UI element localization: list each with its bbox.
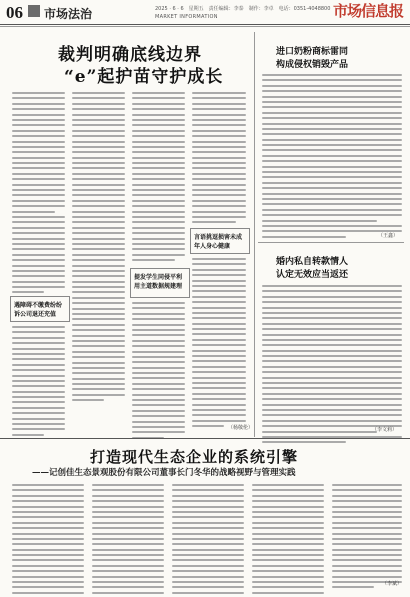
right-top-byline: （王鑫） (378, 233, 399, 239)
main-article-column-1b (12, 326, 65, 439)
bottom-article-column-3 (172, 484, 244, 597)
right-mid-title-line1: 婚内私自转款情人 (276, 257, 349, 267)
section-title: 市场法治 (44, 7, 93, 21)
main-article-column-1 (12, 92, 65, 297)
page-number: 06 (6, 3, 23, 22)
right-top-article-body (262, 74, 402, 241)
bottom-article-column-1 (12, 484, 84, 597)
pullquote-box-2 (130, 268, 190, 298)
bottom-subheadline: ——记创佳生态景观股份有限公司董事长门冬华的战略视野与管理实践 (32, 468, 296, 478)
main-article-column-4 (192, 92, 246, 227)
section-english: MARKET INFORMATION (155, 14, 218, 20)
main-headline-line2: “e”起护苗守护成长 (64, 67, 224, 87)
header-rule (0, 24, 410, 25)
right-top-title-line2: 构成侵权销毁产品 (276, 60, 349, 70)
section-marker (28, 5, 40, 17)
bottom-byline: （李斌） (382, 581, 403, 587)
main-article-column-3 (132, 92, 185, 265)
bottom-article-column-4 (252, 484, 324, 597)
bottom-section-rule (0, 438, 410, 439)
bottom-article-column-5 (332, 484, 402, 592)
main-article-column-2 (72, 92, 125, 405)
bottom-headline: 打造现代生态企业的系统引擎 (90, 448, 299, 466)
column-divider (254, 32, 255, 437)
main-headline-line1: 裁判明确底线边界 (58, 45, 202, 65)
main-byline: （杨敬伦） (228, 425, 254, 431)
pullquote-box-1 (10, 296, 70, 322)
pullquote-3: 言语挑逗损害未成年人身心健康 (194, 234, 243, 250)
pullquote-2: 提发学生同侵平利用主道数据规建理 (134, 274, 183, 290)
header-rule-thin (0, 26, 410, 27)
right-divider (258, 242, 404, 243)
pullquote-1: 遇障碍不缴费纷纷诉公司退还充值 (14, 302, 63, 318)
masthead-logo: 市场信息报 (333, 2, 404, 20)
right-top-title-line1: 进口奶粉商标雷同 (276, 47, 349, 57)
date-line: 2025 · 6 · 6 星期五 责任编辑：李泰 制作：李卓 电话：0351-4048800 (155, 6, 331, 12)
right-mid-title-line2: 认定无效应当返还 (276, 270, 349, 280)
main-article-column-4b (192, 258, 246, 431)
bottom-article-column-2 (92, 484, 164, 597)
right-mid-byline: （李文莉） (372, 427, 398, 433)
main-article-column-3b (132, 302, 185, 442)
right-mid-article-body (262, 285, 402, 447)
pullquote-box-3 (190, 228, 250, 254)
